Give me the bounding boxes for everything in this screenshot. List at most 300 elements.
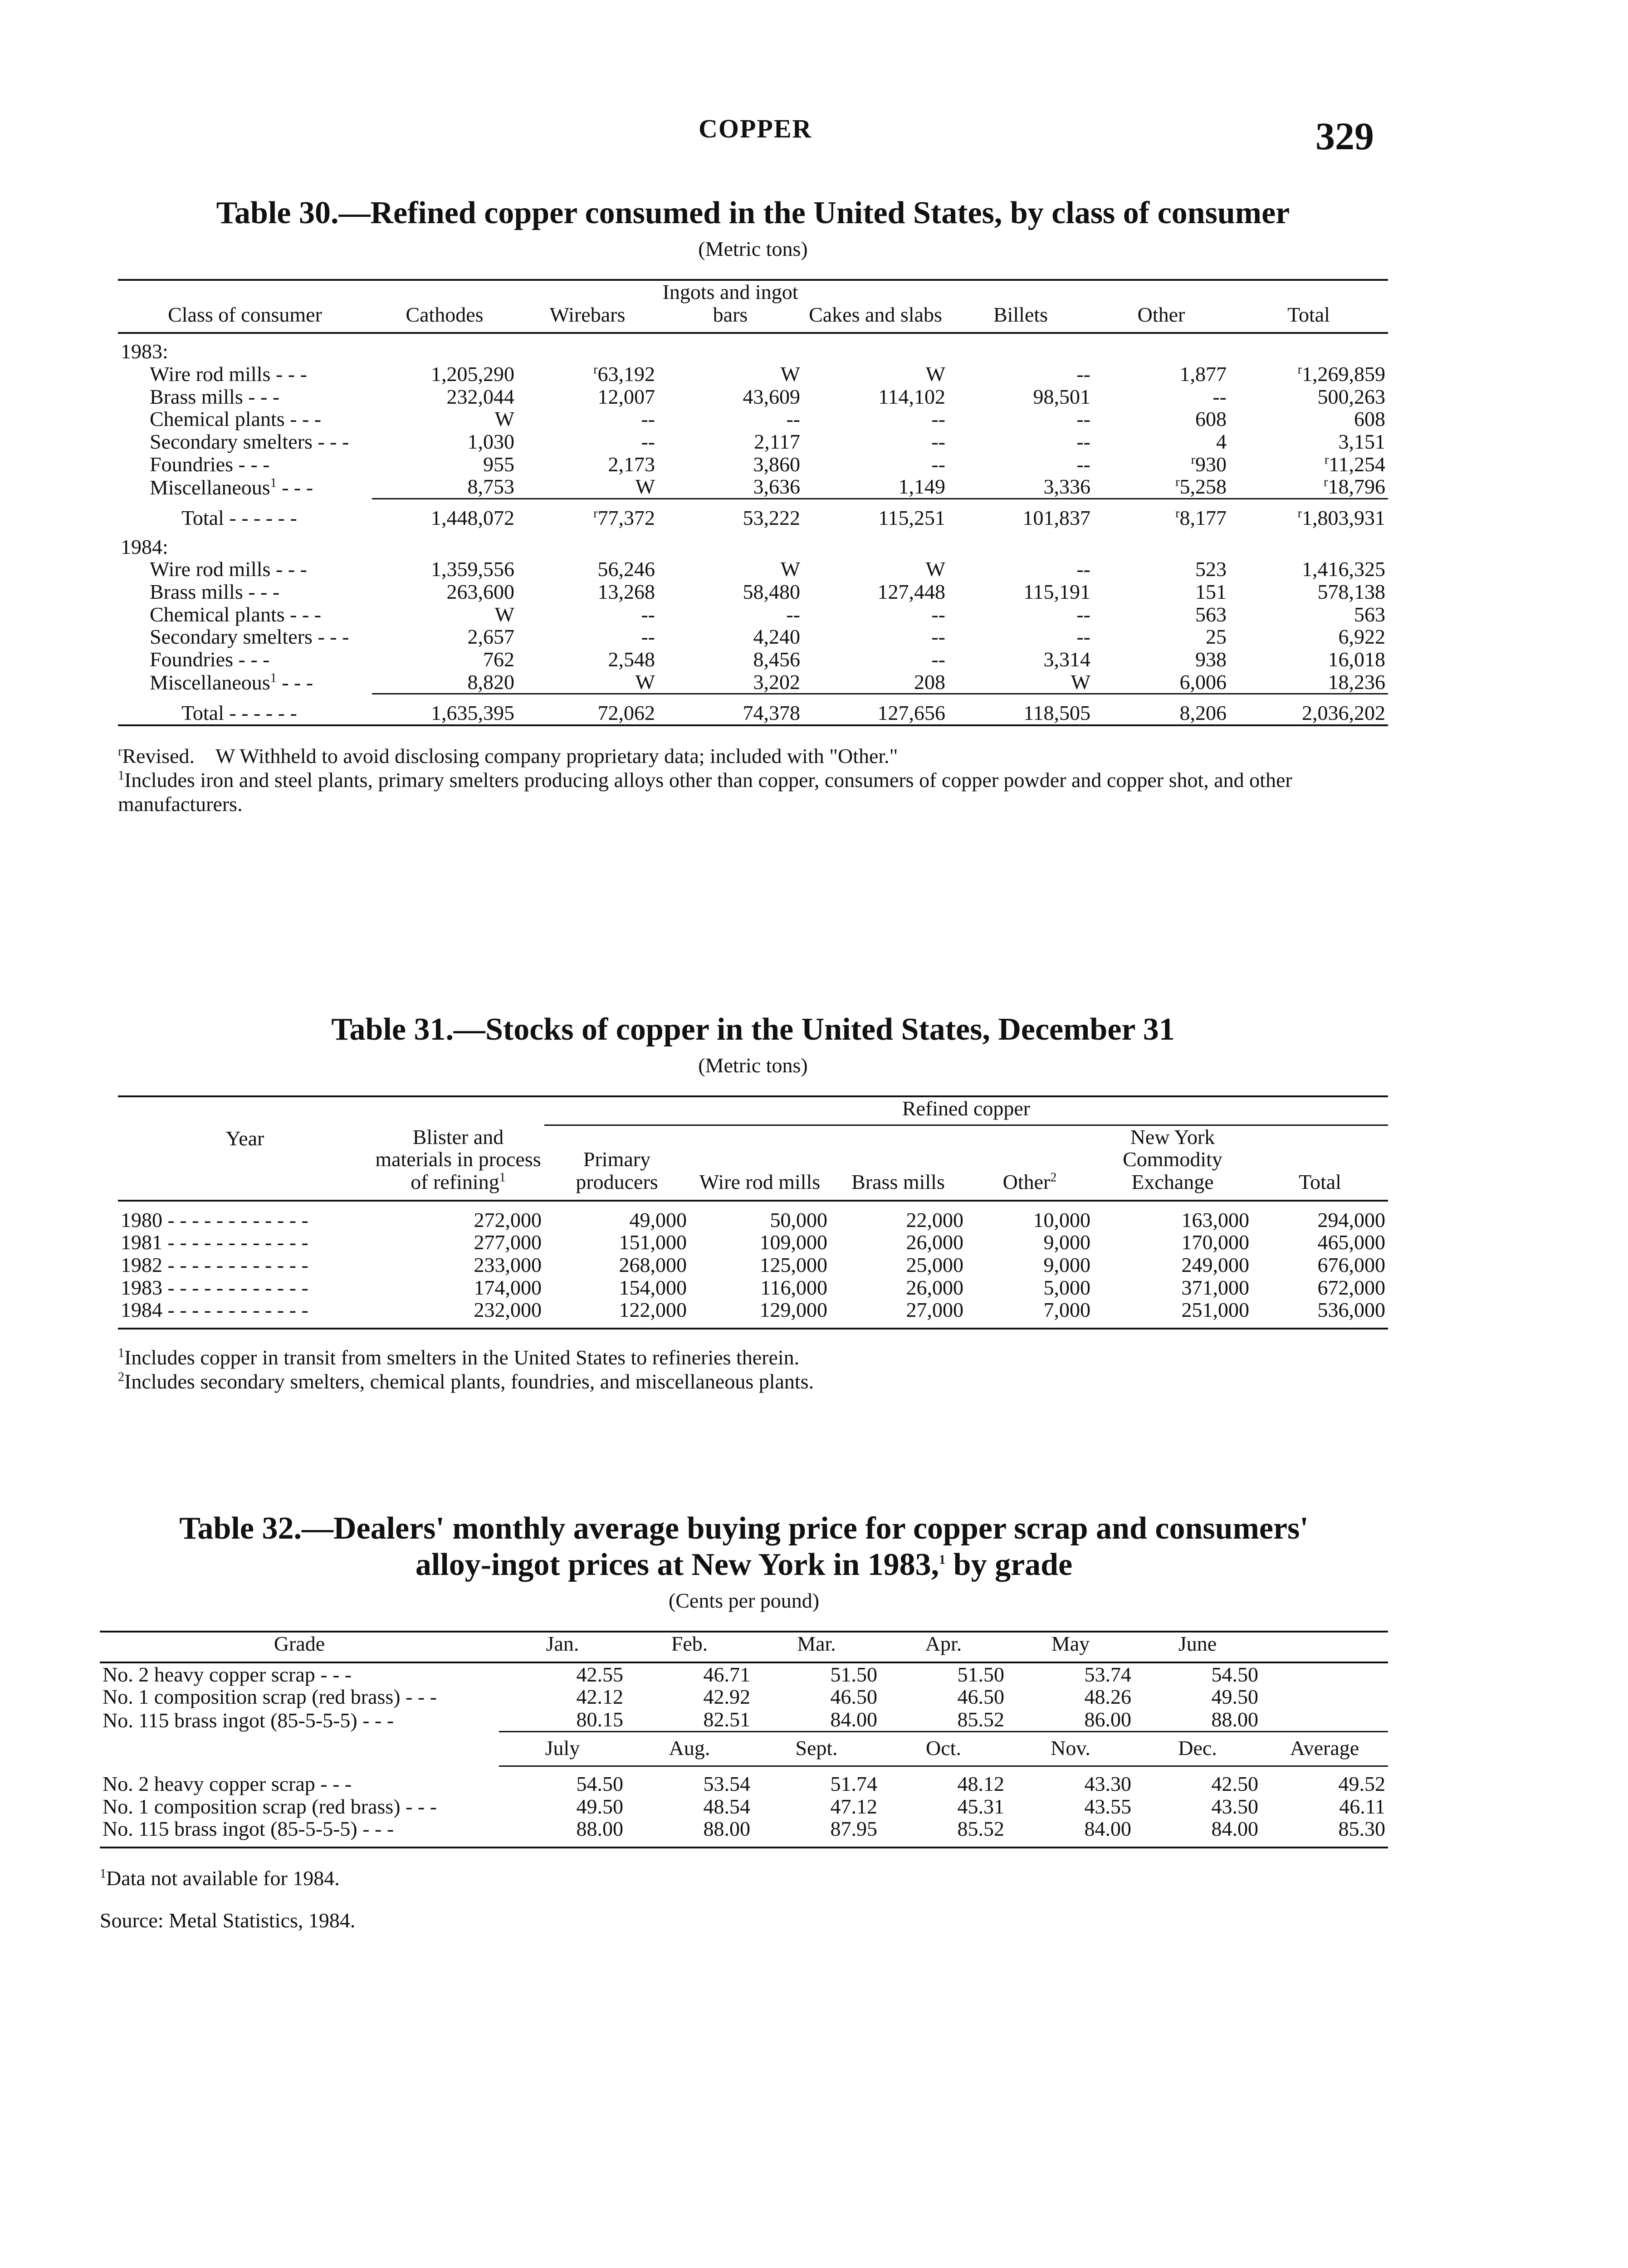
table-cell: 1,877	[1179, 362, 1227, 386]
total-label	[118, 499, 372, 529]
table-30-footnotes	[118, 744, 1388, 816]
leader-dots: - - - - - - - - - - - -	[162, 1231, 308, 1254]
table-cell: 1,205,290	[431, 362, 514, 386]
table-31-year-header: Year	[118, 1096, 372, 1201]
table-row	[100, 1686, 1388, 1708]
table-row	[100, 1708, 1388, 1731]
table-cell: 18,236	[1328, 670, 1385, 694]
table-cell: 6,006	[1179, 670, 1227, 694]
price-cell: 82.51	[703, 1708, 750, 1731]
table-cell: W	[925, 362, 945, 386]
table-row	[118, 529, 1388, 558]
empty-header	[100, 1731, 499, 1766]
table-cell: --	[1076, 407, 1090, 431]
row-label-text: Miscellaneous	[150, 671, 270, 694]
leader-dots: - - -	[233, 648, 270, 671]
revised-marker: r	[1324, 475, 1328, 490]
cell-value: 1,269,859	[1302, 362, 1385, 386]
leader-dots: - - - - - - - - - - - -	[162, 1276, 308, 1299]
leader-dots: - - -	[400, 1685, 437, 1709]
table-30-column-header: Cathodes	[372, 280, 517, 333]
table-cell: 232,000	[474, 1298, 542, 1322]
table-30-units: (Metric tons)	[698, 237, 808, 260]
total-cell: 72,062	[517, 694, 658, 725]
table-30-column-header: Billets	[948, 280, 1093, 333]
price-cell: 84.00	[1211, 1817, 1258, 1841]
column-header-text: Other	[1002, 1170, 1051, 1194]
table-cell: --	[1076, 362, 1090, 386]
row-label	[118, 453, 372, 476]
grade-label	[100, 1686, 499, 1708]
table-cell: 268,000	[619, 1253, 687, 1277]
total-cell: 8,206	[1093, 694, 1229, 725]
table-cell: 151,000	[619, 1231, 687, 1254]
table-cell: 4	[1216, 430, 1227, 454]
footnote-revised: $^r$Revised. W Withheld to avoid disclosing company proprietary data; included with "Other."	[118, 744, 898, 768]
table-cell: --	[931, 625, 945, 649]
table-cell: 3,860	[753, 452, 800, 476]
row-label	[118, 581, 372, 603]
row-label	[118, 430, 372, 453]
row-label-text: Wire rod mills	[150, 362, 271, 386]
leader-dots: - - -	[243, 580, 280, 604]
table-cell: 151	[1195, 580, 1227, 604]
price-cell: 46.50	[957, 1685, 1004, 1709]
month-header: Oct.	[880, 1731, 1007, 1766]
table-30-column-header: Ingots and ingot bars	[658, 280, 803, 333]
table-cell: 26,000	[906, 1276, 963, 1299]
revised-marker: r	[1175, 506, 1180, 521]
table-cell: W	[925, 557, 945, 581]
row-label	[118, 558, 372, 581]
leader-dots: - - -	[270, 362, 307, 386]
table-31-bottom-rule	[118, 1321, 1388, 1329]
table-cell: 25,000	[906, 1253, 963, 1277]
total-cell: 101,837	[948, 499, 1093, 529]
row-label	[118, 603, 372, 626]
table-cell: 1,149	[898, 475, 945, 499]
row-label-text: Chemical plants	[150, 407, 285, 431]
price-cell: 85.30	[1338, 1817, 1385, 1841]
table-32-footnotes	[100, 1867, 1388, 1933]
revised-marker: r	[593, 362, 598, 377]
table-cell: 26,000	[906, 1231, 963, 1254]
table-30-bottom-rule	[118, 725, 1388, 726]
leader-dots: - - -	[270, 557, 307, 581]
price-cell: 46.71	[626, 1662, 753, 1686]
row-label-text: Foundries	[150, 452, 233, 476]
table-cell: 938	[1195, 648, 1227, 671]
row-label	[118, 386, 372, 408]
table-30-column-header: Other	[1093, 280, 1229, 333]
table-cell: 672,000	[1317, 1276, 1385, 1299]
column-header-text: Wire rod mills	[699, 1170, 821, 1194]
table-cell: 8,456	[753, 648, 800, 671]
table-row	[118, 581, 1388, 603]
row-label	[118, 408, 372, 430]
table-cell	[1229, 475, 1388, 499]
table-30-column-header: Total	[1229, 280, 1388, 333]
revised-marker: r	[1191, 453, 1195, 467]
table-row	[118, 1201, 1388, 1232]
table-cell: 163,000	[1093, 1201, 1252, 1232]
grade-label	[100, 1766, 499, 1795]
table-31-refined-header: Refined copper	[544, 1096, 1388, 1125]
table-cell: 762	[483, 648, 514, 671]
table-cell: 263,600	[446, 580, 514, 604]
price-cell: 49.50	[1211, 1685, 1258, 1709]
table-cell: --	[641, 430, 655, 454]
table-row	[118, 558, 1388, 581]
month-header: Feb.	[626, 1632, 753, 1662]
grade-text: No. 1 composition scrap (red brass)	[103, 1794, 401, 1818]
grade-label	[100, 1795, 499, 1818]
table-31-units: (Metric tons)	[698, 1054, 808, 1077]
year-text: 1983	[121, 1276, 162, 1299]
table-cell: 27,000	[906, 1298, 963, 1322]
table-cell: 13,268	[597, 580, 655, 604]
table-cell: 3,314	[1043, 648, 1090, 671]
table-cell: 1,030	[467, 430, 514, 454]
table-32-title: Table 32.—Dealers' monthly average buying price for copper scrap and consumers' alloy-ingot prices at New York in 1983,$^1$ by grade	[179, 1511, 1309, 1582]
table-32-grade-header: Grade	[100, 1632, 499, 1662]
month-header: Average	[1261, 1731, 1388, 1766]
grade-text: No. 2 heavy copper scrap	[103, 1662, 315, 1686]
price-cell: 84.00	[830, 1708, 877, 1731]
month-header: Nov.	[1007, 1731, 1134, 1766]
grade-text: No. 2 heavy copper scrap	[103, 1772, 315, 1795]
table-cell: 233,000	[474, 1253, 542, 1277]
table-cell: --	[1076, 430, 1090, 454]
cell-value: 8,177	[1179, 506, 1227, 530]
table-cell: 9,000	[1043, 1253, 1090, 1277]
page-header	[0, 113, 1628, 159]
table-cell: 3,336	[1043, 475, 1090, 499]
table-32-units: (Cents per pound)	[668, 1589, 820, 1612]
table-31-footnote-1: $^1$Includes copper in transit from smelters in the United States to refineries therein.	[118, 1346, 800, 1369]
table-cell: 272,000	[372, 1201, 544, 1232]
table-row	[118, 430, 1388, 453]
table-row	[118, 453, 1388, 476]
month-header: June	[1134, 1632, 1261, 1662]
table-cell: 3,151	[1338, 430, 1385, 454]
table-32-grid	[100, 1631, 1388, 1848]
grade-text: No. 1 composition scrap (red brass)	[103, 1685, 401, 1709]
grade-text: No. 115 brass ingot (85-5-5-5)	[103, 1708, 357, 1732]
row-label-text: Wire rod mills	[150, 557, 271, 581]
revised-marker: r	[1297, 362, 1302, 377]
year-cell	[118, 1254, 372, 1276]
table-31-column-header	[1252, 1125, 1388, 1201]
cell-value: 63,192	[597, 362, 655, 386]
total-cell: 53,222	[658, 499, 803, 529]
table-cell: 6,922	[1338, 625, 1385, 649]
year-cell	[118, 1299, 372, 1321]
table-cell: 523	[1195, 557, 1227, 581]
table-cell: 58,480	[743, 580, 800, 604]
table-cell: 2,548	[608, 648, 655, 671]
price-cell: 88.00	[1211, 1708, 1258, 1731]
price-cell: 42.55	[499, 1662, 626, 1686]
total-row	[118, 694, 1388, 725]
table-cell: 955	[483, 452, 514, 476]
table-cell: 116,000	[760, 1276, 827, 1299]
grade-text: No. 115 brass ingot (85-5-5-5)	[103, 1817, 357, 1841]
price-cell: 54.50	[1134, 1662, 1261, 1686]
total-cell	[1229, 499, 1388, 529]
table-cell: W	[780, 362, 800, 386]
table-cell: W	[780, 557, 800, 581]
price-cell: 85.52	[957, 1708, 1004, 1731]
revised-marker: r	[1175, 475, 1180, 490]
year-cell	[118, 1201, 372, 1232]
table-cell	[517, 363, 658, 386]
price-cell: 80.15	[576, 1708, 623, 1731]
row-label-text: Secondary smelters	[150, 430, 313, 454]
month-header: Sept.	[753, 1731, 880, 1766]
year-text: 1981	[121, 1231, 162, 1254]
empty-cell	[1261, 1708, 1388, 1731]
table-cell: 16,018	[1328, 648, 1385, 671]
table-row	[118, 648, 1388, 671]
table-cell: 127,448	[877, 580, 945, 604]
table-row	[100, 1766, 1388, 1795]
page-number: 329	[1315, 114, 1374, 158]
table-cell: 500,263	[1317, 385, 1385, 408]
table-31-header-row-1	[118, 1096, 1388, 1125]
row-label-text: Secondary smelters	[150, 625, 313, 649]
footnote-marker: 1	[270, 671, 277, 685]
table-32-bottom-rule	[100, 1840, 1388, 1848]
table-cell: 536,000	[1317, 1298, 1385, 1322]
empty-header	[1261, 1632, 1388, 1662]
price-cell: 43.30	[1084, 1772, 1131, 1795]
rule-cell	[118, 725, 1388, 726]
table-cell: 1,359,556	[431, 557, 514, 581]
footnote-marker: 2	[1050, 1170, 1057, 1185]
table-cell: 4,240	[753, 625, 800, 649]
table-cell: 50,000	[689, 1201, 830, 1232]
price-cell: 49.50	[576, 1794, 623, 1818]
table-cell: 249,000	[1181, 1253, 1249, 1277]
table-cell: 49,000	[544, 1201, 689, 1232]
table-30-column-header: Cakes and slabs	[803, 280, 948, 333]
table-cell: 9,000	[1043, 1231, 1090, 1254]
row-label	[118, 363, 372, 386]
price-cell: 87.95	[830, 1817, 877, 1841]
total-cell: 74,378	[658, 694, 803, 725]
price-cell: 48.54	[703, 1794, 750, 1818]
table-cell: W	[494, 407, 514, 431]
table-cell: 10,000	[966, 1201, 1093, 1232]
price-cell: 88.00	[576, 1817, 623, 1841]
table-cell	[1229, 453, 1388, 476]
leader-dots: - - -	[284, 602, 322, 626]
leader-dots: - - -	[284, 407, 322, 431]
price-cell: 84.00	[1084, 1817, 1131, 1841]
table-cell: 43,609	[743, 385, 800, 408]
revised-marker: r	[1324, 453, 1329, 467]
empty-cell	[1261, 1662, 1388, 1686]
table-cell: 25	[1206, 625, 1227, 649]
total-cell: 118,505	[948, 694, 1093, 725]
table-cell: 608	[1195, 407, 1227, 431]
total-cell	[1093, 499, 1229, 529]
table-cell: 608	[1354, 407, 1385, 431]
table-cell: 56,246	[597, 557, 655, 581]
rule-cell	[100, 1840, 1388, 1848]
footnote-marker: 1	[270, 476, 277, 490]
table-31-blister-header: Blister and materials in process of refining$^1$	[372, 1096, 544, 1201]
month-header: Aug.	[626, 1731, 753, 1766]
total-row	[118, 499, 1388, 529]
table-cell: --	[931, 407, 945, 431]
table-cell: 8,753	[467, 475, 514, 499]
table-cell: --	[641, 602, 655, 626]
table-row	[100, 1662, 1388, 1686]
table-32-footnote-1: $^1$Data not available for 1984.	[100, 1866, 340, 1890]
price-cell: 85.52	[957, 1817, 1004, 1841]
leader-dots: - - -	[357, 1708, 394, 1732]
price-cell: 47.12	[830, 1794, 877, 1818]
table-cell: 578,138	[1317, 580, 1385, 604]
year-cell	[118, 1276, 372, 1299]
table-cell: 294,000	[1252, 1201, 1388, 1232]
month-header: July	[499, 1731, 626, 1766]
table-31-grid	[118, 1095, 1388, 1330]
table-31-column-header	[689, 1125, 830, 1201]
price-cell: 43.55	[1084, 1794, 1131, 1818]
leader-dots: - - - - - - - - - - - -	[162, 1208, 308, 1232]
row-label	[118, 626, 372, 648]
total-cell: 1,448,072	[372, 499, 517, 529]
cell-value: 77,372	[597, 506, 655, 530]
table-cell: 12,007	[597, 385, 655, 408]
table-cell	[1229, 363, 1388, 386]
table-cell: 170,000	[1181, 1231, 1249, 1254]
leader-dots: - - -	[400, 1794, 437, 1818]
year-text: 1982	[121, 1253, 162, 1277]
total-label-text: Total	[181, 701, 224, 725]
leader-dots: - - -	[315, 1662, 352, 1686]
table-cell: 174,000	[474, 1276, 542, 1299]
column-header-text: Brass mills	[851, 1170, 945, 1194]
table-cell: 2,173	[608, 452, 655, 476]
leader-dots: - - -	[315, 1772, 352, 1795]
price-cell: 53.74	[1007, 1662, 1134, 1686]
table-cell: --	[786, 602, 800, 626]
leader-dots: - - -	[312, 430, 349, 454]
table-cell: 2,117	[754, 430, 800, 454]
price-cell: 45.31	[957, 1794, 1004, 1818]
table-cell: 3,636	[753, 475, 800, 499]
row-label	[118, 475, 372, 499]
cell-value: 1,803,931	[1302, 506, 1385, 530]
leader-dots: - - -	[312, 625, 349, 649]
leader-dots: - - -	[276, 671, 313, 694]
table-cell: 563	[1354, 602, 1385, 626]
table-30	[118, 195, 1388, 816]
table-row	[118, 671, 1388, 694]
table-30-header-row	[118, 280, 1388, 333]
cell-value: 18,796	[1328, 475, 1385, 499]
price-cell: 48.12	[957, 1772, 1004, 1795]
row-label	[118, 671, 372, 694]
table-cell: W	[635, 670, 655, 694]
month-header: May	[1007, 1632, 1134, 1662]
table-cell: 125,000	[759, 1253, 827, 1277]
table-cell: --	[931, 430, 945, 454]
price-cell: 49.52	[1338, 1772, 1385, 1795]
table-30-title: Table 30.—Refined copper consumed in the United States, by class of consumer	[216, 196, 1290, 230]
total-label	[118, 694, 372, 725]
grade-label	[100, 1818, 499, 1840]
leader-dots: - - -	[243, 385, 280, 408]
table-cell: 98,501	[1033, 385, 1090, 408]
footnote-withheld: W Withheld to avoid disclosing company proprietary data; included with "Other."	[215, 744, 898, 768]
table-31-column-header	[544, 1125, 689, 1201]
table-31-footnote-2: $^2$Includes secondary smelters, chemical plants, foundries, and miscellaneous plants.	[118, 1369, 814, 1393]
table-row	[118, 1299, 1388, 1321]
table-cell: --	[786, 407, 800, 431]
table-32	[100, 1510, 1388, 1933]
table-cell: 3,202	[753, 670, 800, 694]
table-cell: --	[931, 602, 945, 626]
table-row	[118, 363, 1388, 386]
price-cell: 43.50	[1211, 1794, 1258, 1818]
grade-label	[100, 1662, 499, 1686]
column-header-text: Total	[1299, 1170, 1341, 1194]
table-cell: --	[1212, 385, 1227, 408]
column-header-text: New York Commodity Exchange	[1123, 1125, 1222, 1194]
revised-marker: r	[593, 506, 598, 521]
price-cell: 54.50	[576, 1772, 623, 1795]
table-row	[118, 603, 1388, 626]
table-cell: W	[1071, 670, 1090, 694]
table-cell: 154,000	[619, 1276, 687, 1299]
table-32-source: Source: Metal Statistics, 1984.	[100, 1908, 356, 1932]
table-cell: 114,102	[878, 385, 945, 408]
leader-dots: - - - - - - - - - - - -	[162, 1298, 308, 1322]
table-30-column-header: Class of consumer	[118, 280, 372, 333]
price-cell: 51.74	[830, 1772, 877, 1795]
leader-dots: - - -	[233, 452, 270, 476]
footnote-1: $^1$Includes iron and steel plants, primary smelters producing alloys other than copper, consumers of copper powder and copper shot, and other manufacturers.	[118, 768, 1292, 816]
table-row	[118, 475, 1388, 499]
table-cell	[1093, 453, 1229, 476]
table-row	[118, 1231, 1388, 1254]
price-cell: 86.00	[1084, 1708, 1131, 1731]
table-cell: 5,000	[1043, 1276, 1090, 1299]
year-label: 1984:	[121, 535, 168, 558]
empty-cell	[1261, 1686, 1388, 1708]
table-cell: --	[931, 452, 945, 476]
row-label-text: Foundries	[150, 648, 233, 671]
table-cell: --	[641, 625, 655, 649]
table-cell: --	[641, 407, 655, 431]
rule-cell	[118, 1321, 1388, 1329]
table-cell: 1,416,325	[1302, 557, 1385, 581]
table-cell: 8,820	[467, 670, 514, 694]
year-text: 1984	[121, 1298, 162, 1322]
table-31-column-header	[966, 1125, 1093, 1201]
table-30-column-header: Wirebars	[517, 280, 658, 333]
table-cell: 371,000	[1181, 1276, 1249, 1299]
table-32-header-row-2	[100, 1731, 1388, 1766]
table-32-header-row-1	[100, 1632, 1388, 1662]
year-cell	[118, 1231, 372, 1254]
table-cell: 129,000	[759, 1298, 827, 1322]
